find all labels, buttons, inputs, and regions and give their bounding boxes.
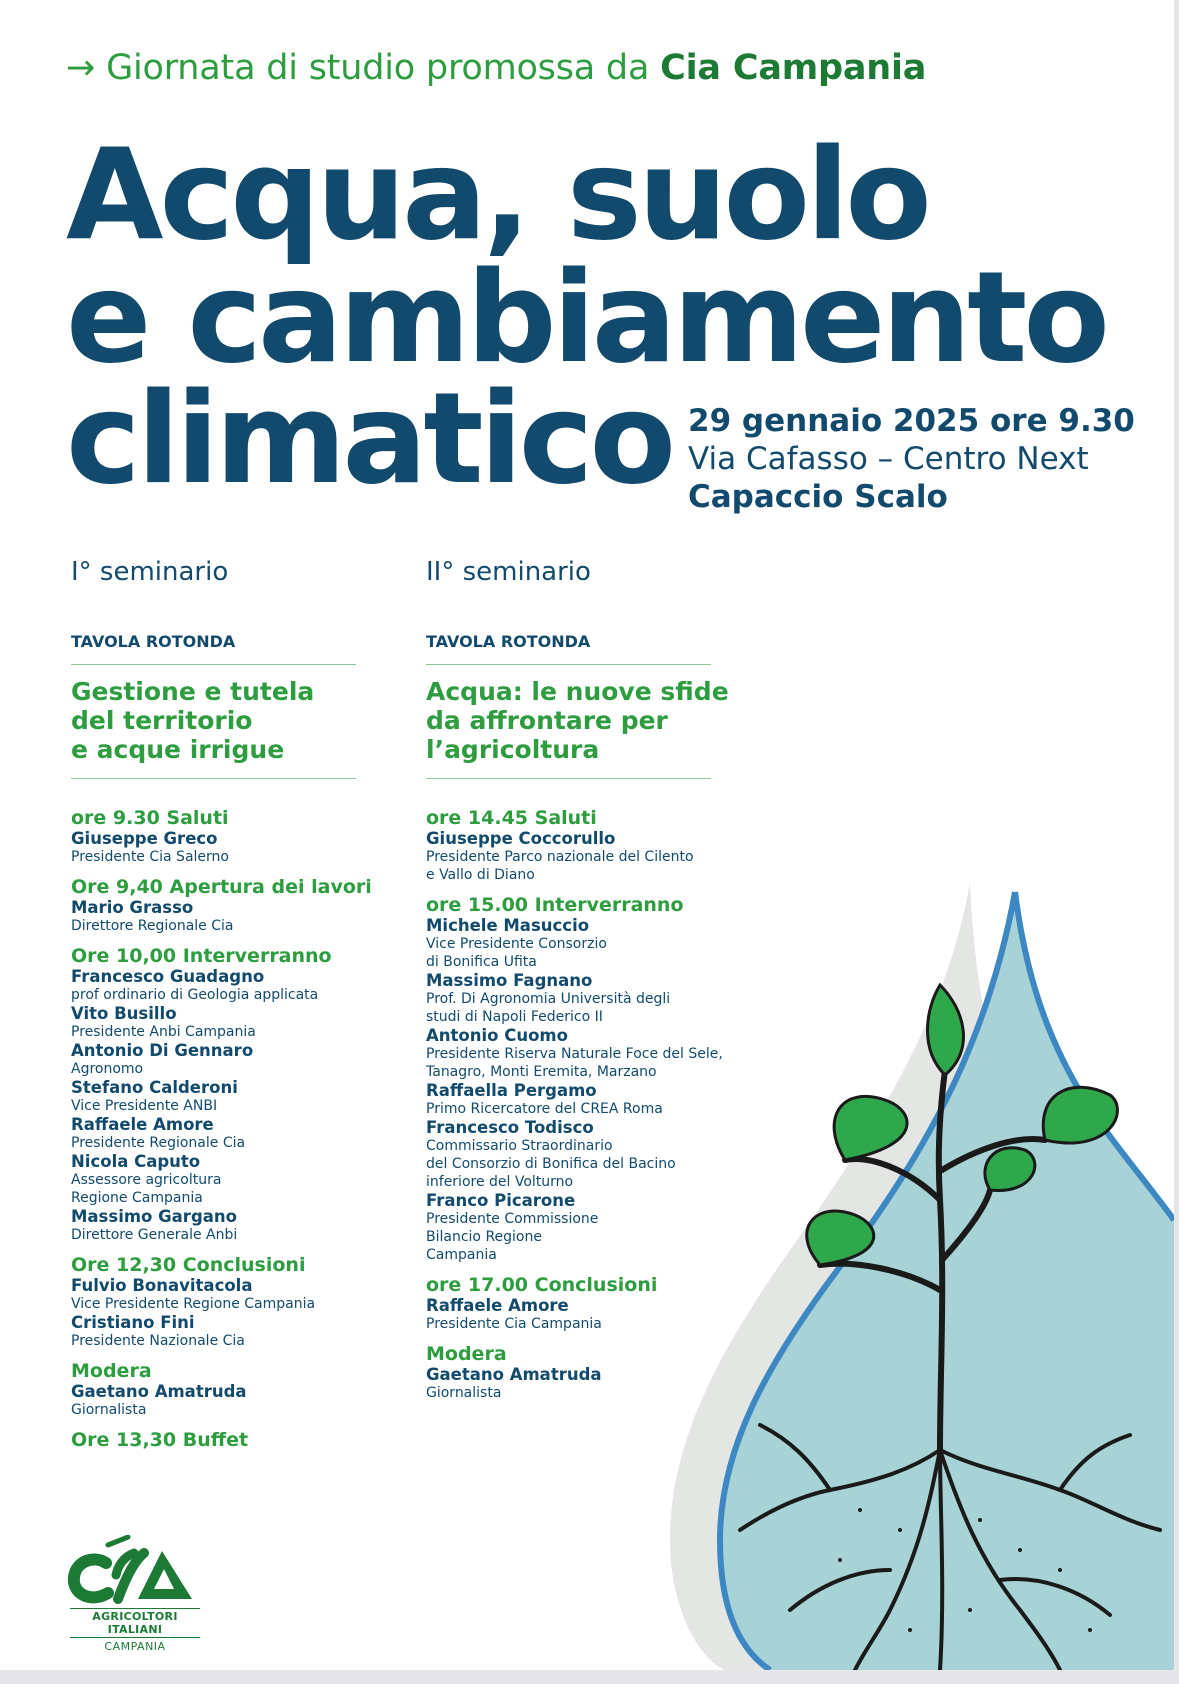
speaker-role: Giornalista	[71, 1402, 147, 1418]
seminar-2-column	[426, 556, 766, 1412]
speaker-name: Stefano Calderoni	[71, 1078, 238, 1097]
speaker-name: Gaetano Amatruda	[71, 1382, 247, 1401]
seminar-2-title: II° seminario	[426, 557, 591, 587]
slot-time: ore 15.00 Interverranno	[426, 894, 684, 916]
title-line-2: e cambiamento	[66, 244, 1106, 391]
program-slot	[71, 876, 401, 935]
seminar-2-label: TAVOLA ROTONDA	[426, 632, 591, 651]
speaker-name: Mario Grasso	[71, 898, 194, 917]
speaker-role: Direttore Regionale Cia	[71, 918, 234, 934]
slot-time: Ore 10,00 Interverranno	[71, 945, 332, 967]
intro-organizer: Cia Campania	[660, 48, 927, 88]
speaker-role: prof ordinario di Geologia applicata	[71, 987, 319, 1003]
slot-time: ore 9.30 Saluti	[71, 807, 229, 829]
speaker-name: Raffaella Pergamo	[426, 1081, 597, 1100]
speaker-name: Vito Busillo	[71, 1004, 177, 1023]
logo-line-1: AGRICOLTORI ITALIANI	[70, 1608, 200, 1638]
speaker-role: Presidente Commissione Bilancio Regione Campania	[426, 1211, 599, 1263]
program-slot	[71, 1360, 401, 1419]
intro-line	[66, 48, 926, 88]
seminar-2-topic-line-2: da affrontare per	[426, 706, 668, 735]
event-date: 29 gennaio 2025 ore 9.30	[688, 403, 1135, 439]
divider	[426, 664, 711, 665]
program-slot	[71, 945, 401, 1244]
speaker-role: Agronomo	[71, 1061, 144, 1077]
seminar-2-topic-line-1: Acqua: le nuove sfide	[426, 677, 729, 706]
program-slot	[71, 1254, 401, 1350]
seminar-2-program	[426, 807, 766, 1402]
divider	[71, 778, 356, 779]
arrow-right-icon: →	[66, 48, 96, 88]
speaker-role: Giornalista	[426, 1385, 502, 1401]
event-address: Via Cafasso – Centro Next	[688, 441, 1089, 477]
speaker-name: Francesco Todisco	[426, 1118, 594, 1137]
seminar-1-program	[71, 807, 401, 1451]
speaker-role: Assessore agricoltura Regione Campania	[71, 1172, 222, 1206]
speaker-name: Fulvio Bonavitacola	[71, 1276, 253, 1295]
speaker-name: Raffaele Amore	[426, 1296, 569, 1315]
slot-time: ore 14.45 Saluti	[426, 807, 597, 829]
speaker-role: Presidente Cia Salerno	[71, 849, 229, 865]
speaker-name: Nicola Caputo	[71, 1152, 201, 1171]
speaker-role: Presidente Riserva Naturale Foce del Sele, Tanagro, Monti Eremita, Marzano	[426, 1046, 723, 1080]
event-info	[688, 402, 1135, 516]
speaker-name: Giuseppe Coccorullo	[426, 829, 616, 848]
cia-logo-icon	[68, 1535, 198, 1607]
seminar-1-title: I° seminario	[71, 557, 229, 587]
title-line-1: Acqua, suolo	[66, 121, 928, 268]
speaker-name: Massimo Fagnano	[426, 971, 593, 990]
speaker-name: Francesco Guadagno	[71, 967, 265, 986]
logo-line-2: CAMPANIA	[104, 1640, 166, 1653]
slot-time: Modera	[71, 1360, 152, 1382]
speaker-role: Prof. Di Agronomia Università degli studi di Napoli Federico II	[426, 991, 671, 1025]
speaker-role: Presidente Nazionale Cia	[71, 1333, 245, 1349]
speaker-name: Antonio Di Gennaro	[71, 1041, 254, 1060]
logo-caption	[70, 1608, 200, 1653]
divider	[426, 778, 711, 779]
seminar-2-topic-line-3: l’agricoltura	[426, 735, 600, 764]
speaker-name: Giuseppe Greco	[71, 829, 218, 848]
speaker-name: Cristiano Fini	[71, 1313, 195, 1332]
speaker-role: Vice Presidente Consorzio di Bonifica Ufita	[426, 936, 607, 970]
speaker-role: Commissario Straordinario del Consorzio di Bonifica del Bacino inferiore del Volturno	[426, 1138, 676, 1190]
speaker-role: Presidente Parco nazionale del Cilento e Vallo di Diano	[426, 849, 694, 883]
title-line-3: climatico	[66, 365, 673, 512]
slot-time: Modera	[426, 1343, 507, 1365]
speaker-role: Vice Presidente ANBI	[71, 1098, 218, 1114]
intro-text: Giornata di studio promossa da	[106, 48, 650, 88]
program-slot	[426, 1274, 766, 1333]
seminar-1-label: TAVOLA ROTONDA	[71, 632, 236, 651]
seminar-1-topic-line-1: Gestione e tutela	[71, 677, 315, 706]
divider	[71, 664, 356, 665]
speaker-role: Direttore Generale Anbi	[71, 1227, 238, 1243]
speaker-name: Massimo Gargano	[71, 1207, 237, 1226]
slot-time: Ore 9,40 Apertura dei lavori	[71, 876, 372, 898]
speaker-name: Gaetano Amatruda	[426, 1365, 602, 1384]
seminar-1-topic-line-3: e acque irrigue	[71, 735, 285, 764]
speaker-role: Presidente Regionale Cia	[71, 1135, 246, 1151]
slot-time: ore 17.00 Conclusioni	[426, 1274, 658, 1296]
program-slot	[71, 1429, 401, 1451]
slot-time: Ore 13,30 Buffet	[71, 1429, 249, 1451]
speaker-name: Michele Masuccio	[426, 916, 590, 935]
program-slot	[426, 894, 766, 1264]
program-slot	[426, 1343, 766, 1402]
program-slot	[71, 807, 401, 866]
event-place: Capaccio Scalo	[688, 479, 948, 515]
speaker-name: Franco Picarone	[426, 1191, 576, 1210]
slot-time: Ore 12,30 Conclusioni	[71, 1254, 306, 1276]
program-slot	[426, 807, 766, 884]
speaker-role: Presidente Cia Campania	[426, 1316, 602, 1332]
speaker-role: Primo Ricercatore del CREA Roma	[426, 1101, 663, 1117]
speaker-name: Antonio Cuomo	[426, 1026, 568, 1045]
seminar-1-topic-line-2: del territorio	[71, 706, 253, 735]
seminar-1-column	[71, 556, 401, 1461]
speaker-name: Raffaele Amore	[71, 1115, 214, 1134]
speaker-role: Vice Presidente Regione Campania	[71, 1296, 316, 1312]
speaker-role: Presidente Anbi Campania	[71, 1024, 256, 1040]
